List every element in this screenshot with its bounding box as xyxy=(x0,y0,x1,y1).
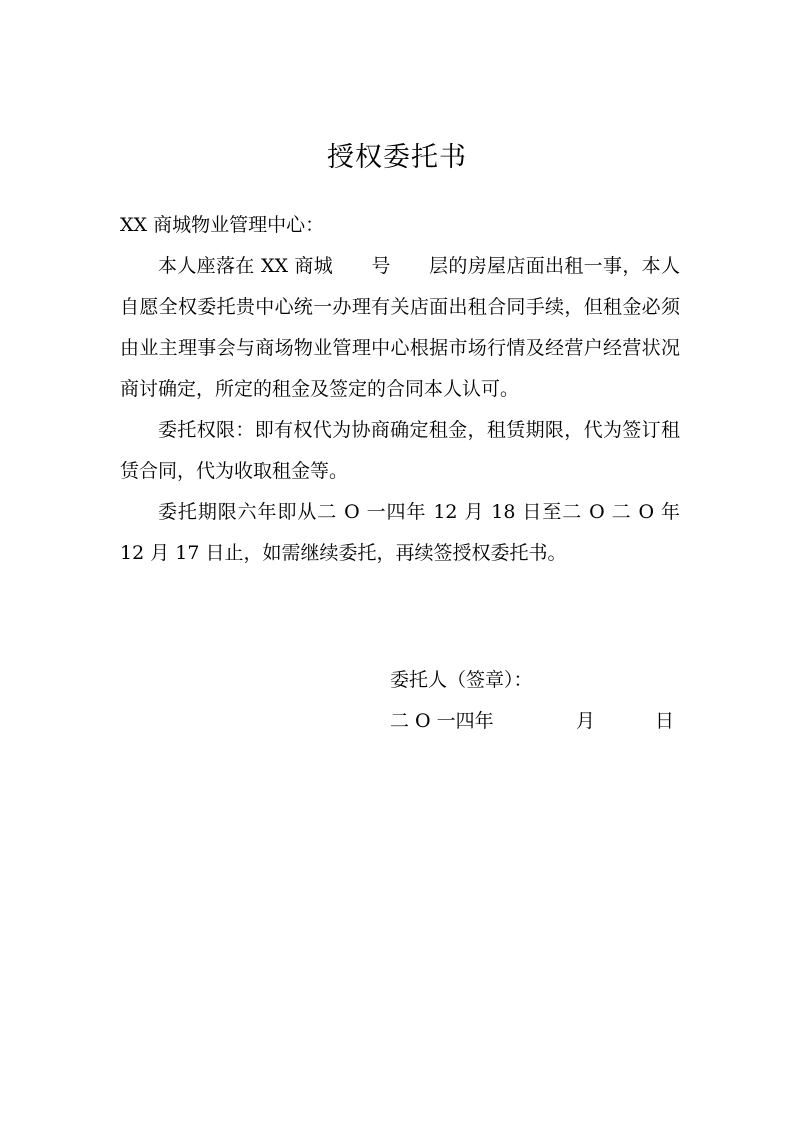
signature-date xyxy=(390,701,680,742)
signature-date-day: 日 xyxy=(655,710,675,732)
signature-date-year: 二 O 一四年 xyxy=(390,710,494,732)
signature-date-month: 月 xyxy=(576,710,596,732)
signature-block xyxy=(390,660,680,742)
document-title: 授权委托书 xyxy=(327,142,467,173)
paragraph-entrustment xyxy=(120,246,680,410)
paragraph-entrustment-part1: 本人座落在 XX 商城 xyxy=(158,255,334,277)
signature-label: 委托人（签章）： xyxy=(390,669,533,691)
document-body xyxy=(120,205,680,574)
paragraph-entrustment-part2: 号 xyxy=(371,255,391,277)
addressee: XX 商城物业管理中心： xyxy=(120,214,325,236)
paragraph-authority: 委托权限：即有权代为协商确定租金，租赁期限，代为签订租赁合同，代为收取租金等。 xyxy=(120,419,680,482)
paragraph-term: 委托期限六年即从二 O 一四年 12 月 18 日至二 O 二 O 年 12 月 17 日止，如需继续委托，再续签授权委托书。 xyxy=(120,501,680,564)
paragraph-entrustment-part3: 层的房屋店面出租一事，本人自愿全权委托贵中心统一办理有关店面出租合同手续，但租金必须由业主理事会与商场物业管理中心根据市场行情及经营户经营状况商讨确定，所定的租金及签定的合同本人认可。 xyxy=(120,255,680,400)
